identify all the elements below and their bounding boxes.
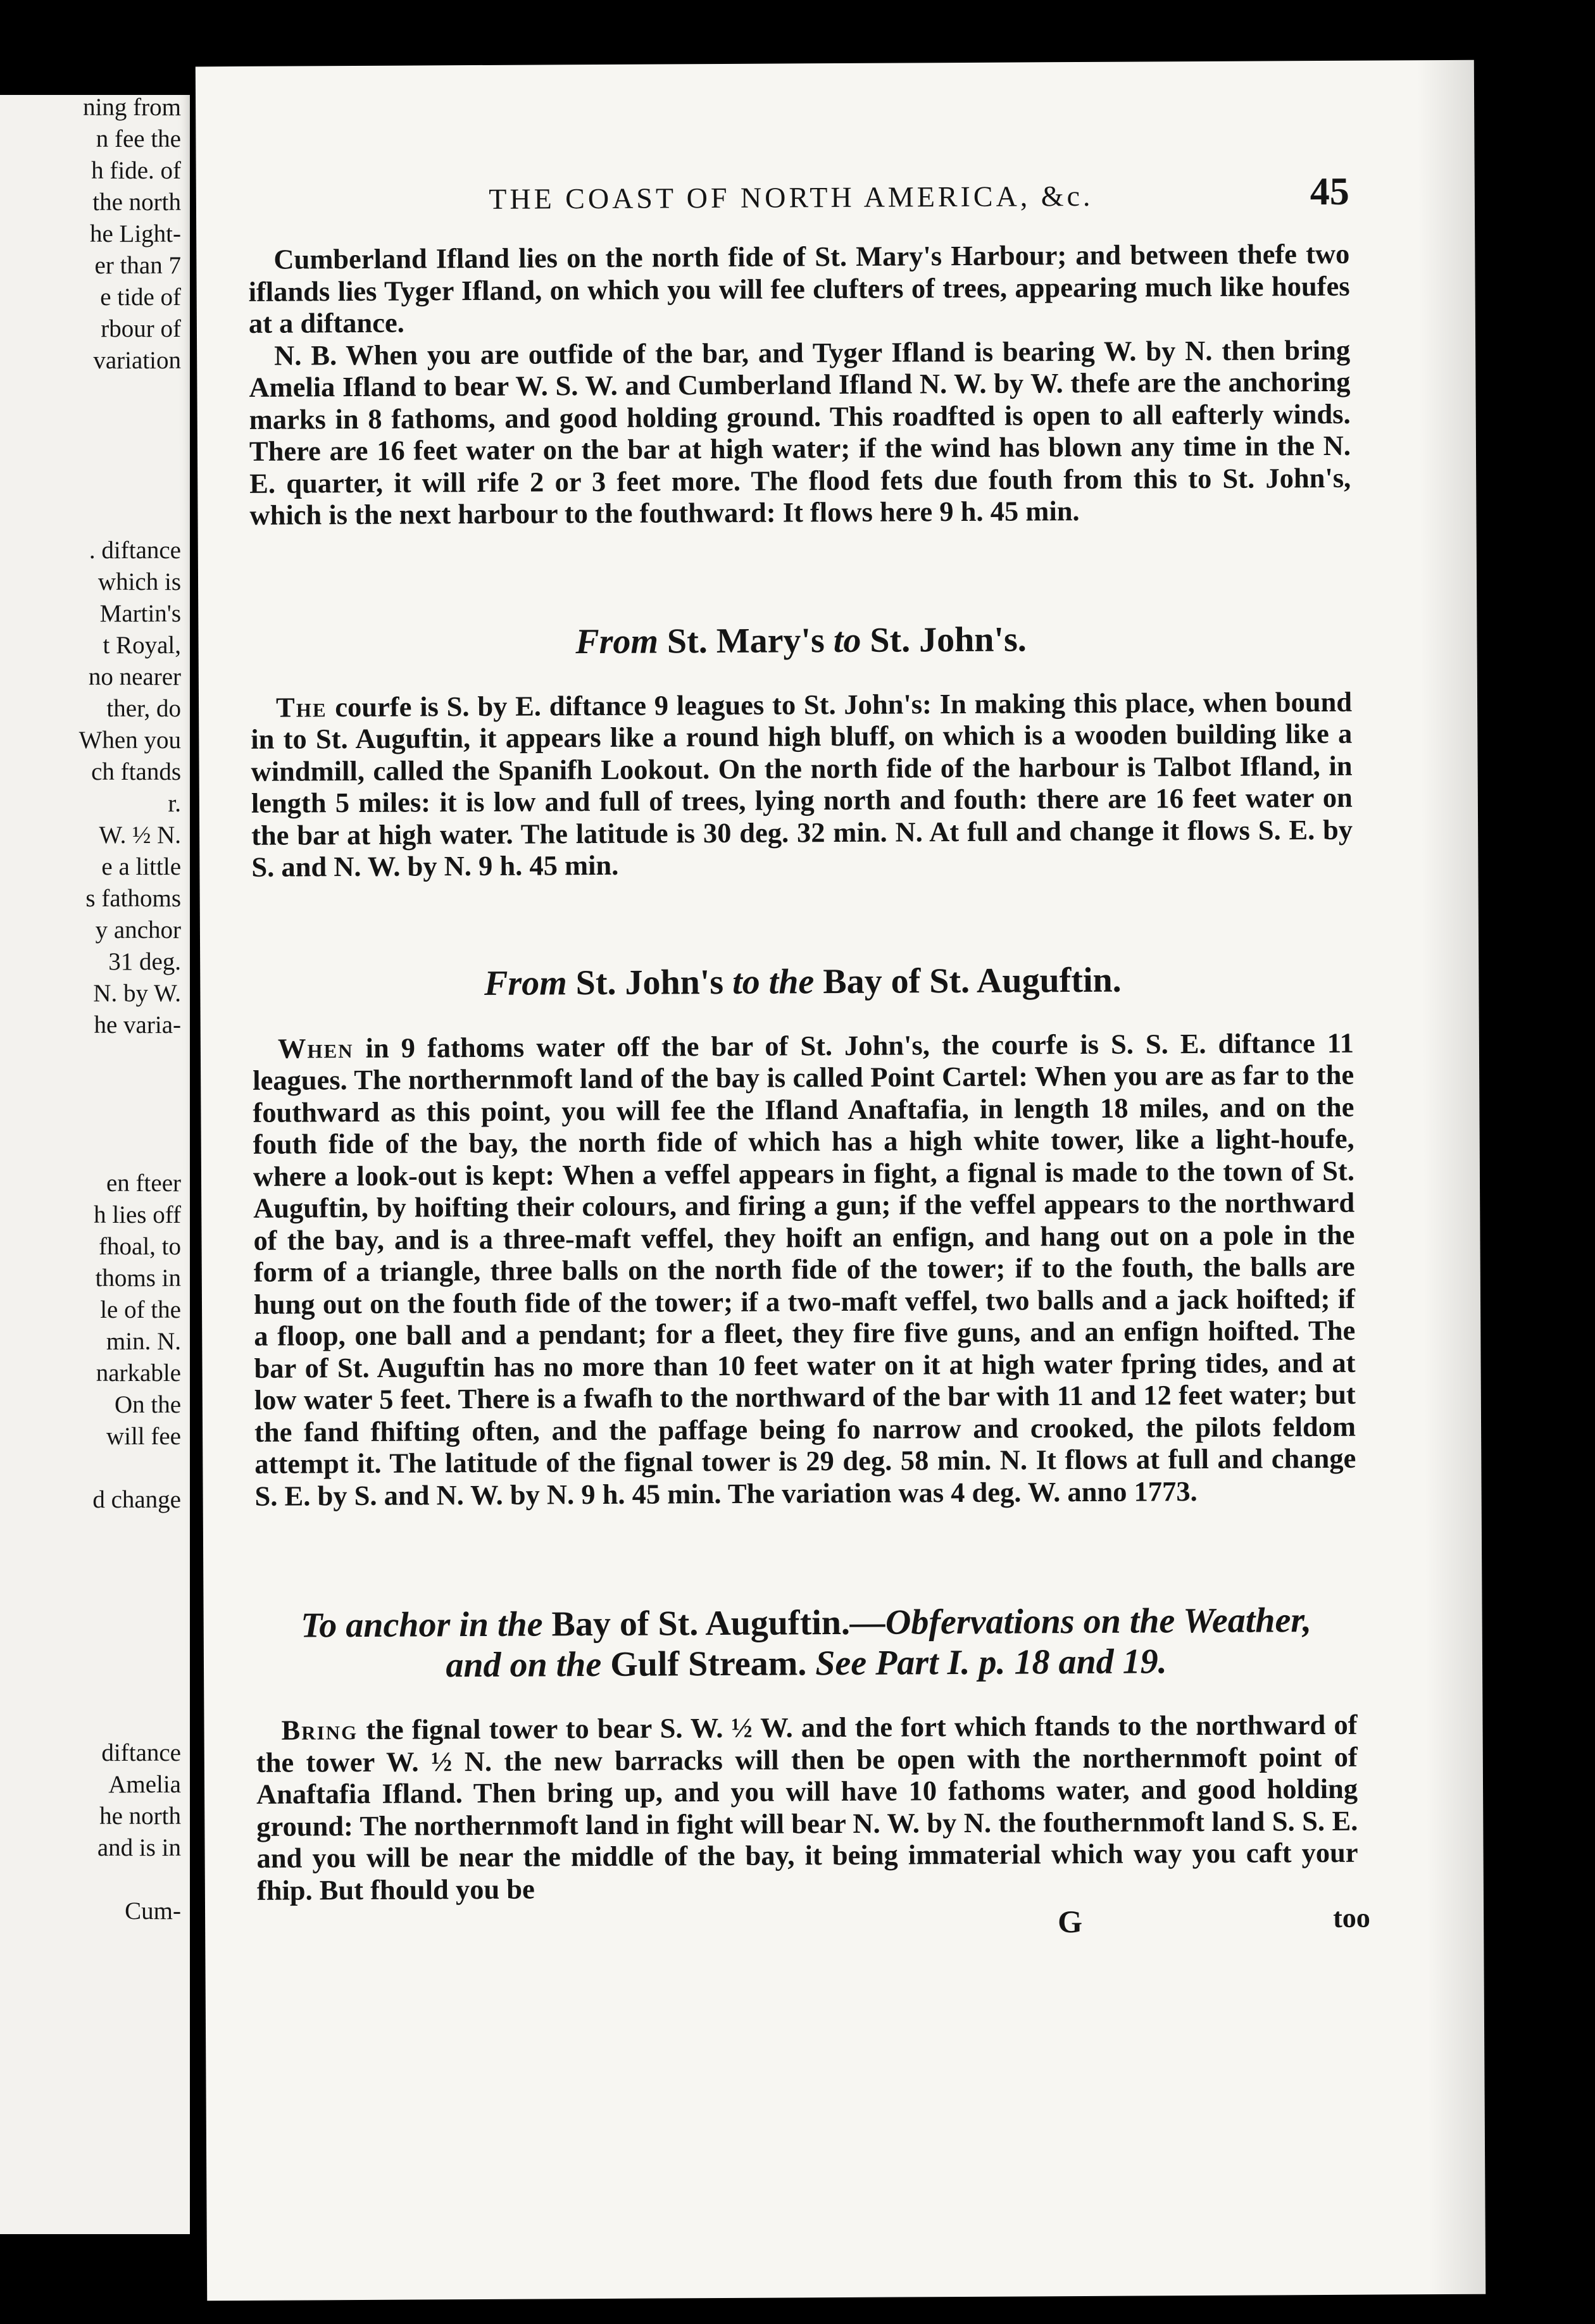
left-page-line xyxy=(79,411,181,443)
left-page-line: fhoal, to xyxy=(99,1233,181,1260)
left-page-line xyxy=(79,380,181,411)
left-page-line: diftance xyxy=(101,1739,181,1766)
heading-word: Gulf Stream. xyxy=(610,1644,807,1684)
left-page-line: narkable xyxy=(96,1359,181,1387)
section-heading-3 xyxy=(256,1600,1358,1687)
left-page-line xyxy=(79,1519,181,1551)
section-paragraph-2 xyxy=(253,1027,1356,1512)
left-page-line: ther, do xyxy=(106,695,181,722)
left-page-line: On the xyxy=(114,1391,181,1418)
paragraph-text: the fignal tower to bear S. W. ½ W. and the fort which ftands to the northward of the tower W. ½ N. the new barracks will then be open with the northernmoft point of Anaftafia Ifland. Then bring up, and you will have 10 fathoms water, and good holding ground: The northernmoft land in fight will bear N. W. by N. the fouthernmoft land S. S. E. and you will be near the middle of the bay, it being immaterial which way you caft your fhip. But fhould you be xyxy=(256,1708,1358,1906)
left-page-line: will fee xyxy=(106,1423,181,1450)
left-page-line: en fteer xyxy=(106,1170,181,1197)
left-page-line: e a little xyxy=(101,853,181,880)
left-page-line: h lies off xyxy=(94,1201,181,1228)
left-page-line: no nearer xyxy=(88,663,181,690)
signature-mark: G xyxy=(1057,1904,1083,1940)
paragraph-text: in 9 fathoms water off the bar of St. John's, the courfe is S. S. E. diftance 11 leagues. The northernmoft land of the bay is called Point Cartel: When you are as far to the fouthward as this point, you will fee the Ifland Anaftafia, in length 18 miles, and on the fouth fide of the bay, the north fide of which has a high white tower, like a light-houfe, where a look-out is kept: When a veffel appears in fight, a fignal is made to the town of St. Auguftin, by hoifting their colours, and firing a gun; if the veffel appears to the northward of the bay, and is a three-maft veffel, they hoift an enfign, and hang out on a pole in the form of a triangle, three balls on the north fide of the tower; if to the fouth, the balls are hung out on the fouth fide of the tower; if a two-maft veffel, two balls and a jack hoifted; if a floop, one ball and a pendant; for a fleet, they fire five guns, and an enfign hoifted. The bar of St. Auguftin has no more than 10 feet water on it at high water fpring tides, and at low water 5 feet. There is a fwafh to the northward of the bar with 11 and 12 feet water; but the fand fhifting often, and the paffage being fo narrow and crooked, the pilots feldom attempt it. The latitude of the fignal tower is 29 deg. 58 min. N. It flows at full and change S. E. by S. and N. W. by N. 9 h. 45 min. The variation was 4 deg. W. anno 1773. xyxy=(253,1027,1356,1512)
left-page-line xyxy=(79,1108,181,1139)
left-page-line xyxy=(79,1709,181,1740)
section-heading-2 xyxy=(252,958,1353,1004)
page-number: 45 xyxy=(1310,170,1350,214)
left-page-line xyxy=(79,443,181,475)
left-page-line: he Light- xyxy=(89,220,181,247)
intro-paragraph-2: N. B. When you are outfide of the bar, and Tyger Ifland is bearing W. by N. then bring Amelia Ifland to bear W. S. W. and Cumberland Ifland N. W. by W. thefe are the anchoring marks in 8 fathoms, and good holding ground. This roadfted is open to all eafterly winds. There are 16 feet water on the bar at high water; if the wind has blown any time in the N. E. quarter, it will rife 2 or 3 feet more. The flood fets due fouth from this to St. John's, which is the next harbour to the fouthward: It flows here 9 h. 45 min. xyxy=(249,334,1351,531)
left-page-line: e tide of xyxy=(100,284,181,311)
left-page-line: min. N. xyxy=(106,1328,181,1355)
left-page-line xyxy=(79,1076,181,1108)
lead-word: Bring xyxy=(281,1714,358,1746)
left-page-line: Martin's xyxy=(99,600,181,627)
heading-word: Bay of St. Auguftin. xyxy=(551,1602,851,1644)
left-page-line xyxy=(79,1867,181,1899)
section-paragraph-1 xyxy=(251,685,1353,883)
left-page-line: which is xyxy=(97,568,181,596)
lead-word: When xyxy=(277,1032,354,1065)
heading-word: and on the xyxy=(446,1644,602,1685)
left-page-line: Amelia xyxy=(108,1771,181,1798)
page-footer xyxy=(257,1901,1370,1940)
heading-word: See Part I. p. 18 and 19. xyxy=(815,1642,1167,1684)
left-page-line: thoms in xyxy=(95,1265,181,1292)
left-page-text xyxy=(79,95,181,1930)
left-page-line: Cum- xyxy=(125,1897,181,1925)
heading-word: to xyxy=(833,620,861,660)
left-page-line: 31 deg. xyxy=(108,948,181,975)
heading-word: St. Mary's xyxy=(666,620,825,661)
left-page-line xyxy=(79,1139,181,1171)
heading-word: to the xyxy=(732,961,815,1002)
running-head: THE COAST OF NORTH AMERICA, &c. xyxy=(489,179,1094,215)
left-page-line: W. ½ N. xyxy=(99,822,181,849)
lead-word: The xyxy=(275,690,327,723)
left-page-line: t Royal, xyxy=(103,632,181,659)
left-page-line: r. xyxy=(168,790,181,817)
left-page-line xyxy=(79,1646,181,1677)
left-page-line xyxy=(79,1677,181,1709)
left-page-line: When you xyxy=(78,727,181,754)
heading-word: St. John's xyxy=(575,962,724,1003)
left-page-line xyxy=(79,506,181,538)
left-page-line: h fide. of xyxy=(91,157,181,184)
left-page-line: s fathoms xyxy=(85,885,181,912)
left-page-line: ning from xyxy=(83,95,181,121)
heading-word: —Obfervations on the Weather, xyxy=(849,1601,1312,1642)
left-page-line: rbour of xyxy=(101,315,181,342)
section-heading-1 xyxy=(250,617,1351,663)
left-page-line: ch ftands xyxy=(91,758,181,785)
left-page-line xyxy=(79,1044,181,1076)
left-page-line xyxy=(79,1582,181,1614)
page-edge-shadow xyxy=(1417,60,1486,2294)
heading-word: To anchor in the xyxy=(301,1604,543,1646)
left-page-line: and is in xyxy=(97,1834,181,1861)
left-page-line: y anchor xyxy=(95,916,181,944)
left-page-line xyxy=(79,1614,181,1646)
left-page-line: the north xyxy=(92,189,181,216)
heading-word: From xyxy=(484,963,567,1003)
heading-word: Bay of St. Auguftin. xyxy=(823,960,1122,1001)
page-content xyxy=(248,237,1370,1940)
left-page-line xyxy=(79,475,181,506)
intro-paragraph-1: Cumberland Ifland lies on the north fide of St. Mary's Harbour; and between thefe two iflands lies Tyger Ifland, on which you will fee clufters of trees, appearing much like houfes at a diftance. xyxy=(248,237,1350,339)
left-page-line: le of the xyxy=(100,1296,181,1323)
left-page-line: he varia- xyxy=(94,1011,181,1039)
page xyxy=(196,60,1486,2301)
left-page-line: N. by W. xyxy=(93,980,181,1007)
left-facing-page xyxy=(0,95,190,2234)
left-page-line xyxy=(79,1551,181,1582)
left-page-line: er than 7 xyxy=(94,252,181,279)
paragraph-text: courfe is S. by E. diftance 9 leagues to St. John's: In making this place, when bound in to St. Auguftin, it appears like a round high bluff, on which is a wooden building like a windmill, called the Spanifh Lookout. On the north fide of the harbour is Talbot Ifland, in length 5 miles: it is low and full of trees, lying north and fouth: there are 16 feet water on the bar at high water. The latitude is 30 deg. 32 min. N. At full and change it flows S. E. by S. and N. W. by N. 9 h. 45 min. xyxy=(251,685,1353,883)
left-page-line: variation xyxy=(93,347,181,374)
left-page-line xyxy=(79,1456,181,1487)
section-paragraph-3 xyxy=(256,1709,1358,1906)
catchword: too xyxy=(1332,1902,1370,1934)
left-page-line: n fee the xyxy=(96,125,181,153)
left-page-line: he north xyxy=(99,1802,181,1830)
left-page-line: d change xyxy=(92,1486,181,1513)
heading-word: From xyxy=(575,621,659,661)
heading-word: St. John's. xyxy=(870,619,1027,660)
left-page-line: . diftance xyxy=(89,537,181,564)
